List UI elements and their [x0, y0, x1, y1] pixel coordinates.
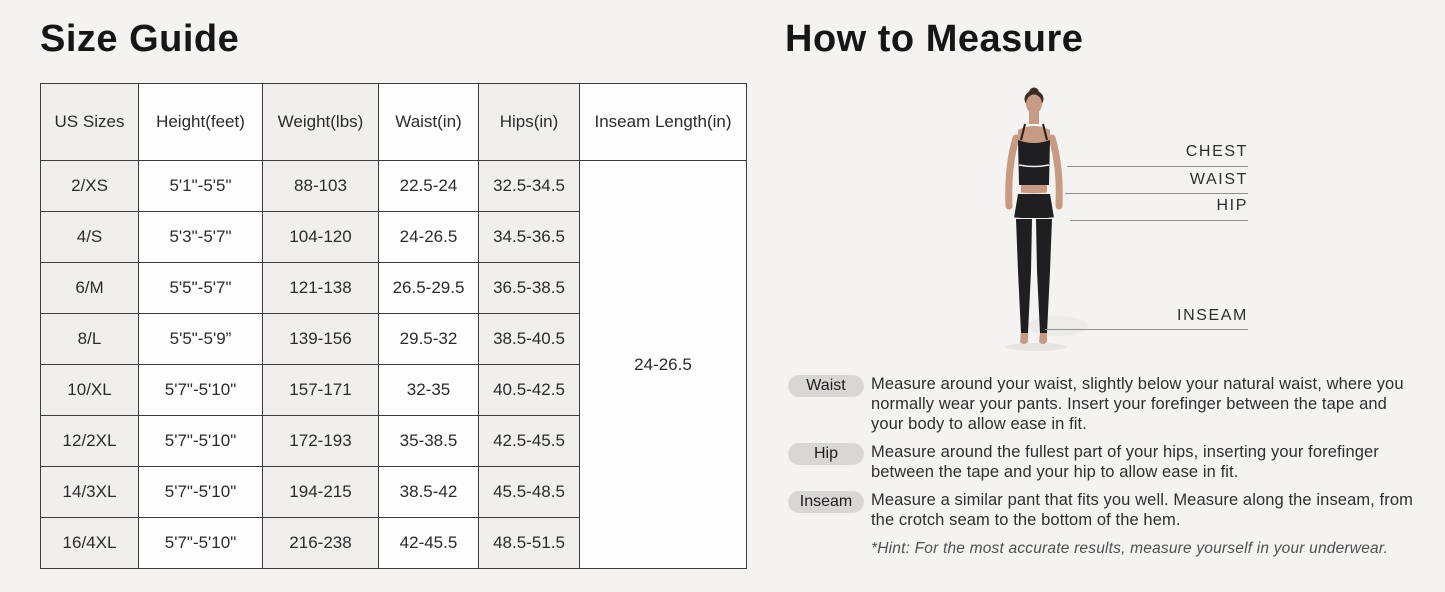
cell-height: 5'1"-5'5": [139, 161, 263, 212]
cell-hips: 42.5-45.5: [479, 416, 580, 467]
cell-weight: 172-193: [263, 416, 379, 467]
cell-height: 5'7"-5'10": [139, 416, 263, 467]
header-weight: Weight(lbs): [263, 84, 379, 161]
cell-size: 10/XL: [41, 365, 139, 416]
inseam-badge: Inseam: [788, 491, 864, 513]
cell-weight: 88-103: [263, 161, 379, 212]
hip-instruction: [788, 442, 1416, 482]
cell-weight: 157-171: [263, 365, 379, 416]
cell-height: 5'5"-5'7": [139, 263, 263, 314]
chest-measure-line: [1067, 166, 1248, 167]
cell-hips: 32.5-34.5: [479, 161, 580, 212]
cell-waist: 29.5-32: [379, 314, 479, 365]
cell-waist: 24-26.5: [379, 212, 479, 263]
cell-size: 2/XS: [41, 161, 139, 212]
inseam-label: INSEAM: [1177, 307, 1248, 324]
cell-waist: 35-38.5: [379, 416, 479, 467]
inseam-instruction-text: Measure a similar pant that fits you well. Measure along the inseam, from the crotch seam to the bottom of the hem.: [871, 491, 1413, 529]
table-row: [41, 161, 747, 212]
header-hips: Hips(in): [479, 84, 580, 161]
measure-instructions: [788, 374, 1416, 558]
hip-measure-line: [1070, 220, 1248, 221]
cell-height: 5'7"-5'10": [139, 518, 263, 569]
cell-size: 14/3XL: [41, 467, 139, 518]
cell-hips: 38.5-40.5: [479, 314, 580, 365]
cell-hips: 45.5-48.5: [479, 467, 580, 518]
inseam-measure-line: [1045, 329, 1248, 330]
waist-measure-line: [1065, 193, 1248, 194]
cell-waist: 22.5-24: [379, 161, 479, 212]
cell-size: 16/4XL: [41, 518, 139, 569]
how-to-measure-title: How to Measure: [785, 18, 1084, 60]
cell-hips: 36.5-38.5: [479, 263, 580, 314]
hip-label: HIP: [1216, 197, 1248, 214]
size-table-body: [41, 161, 747, 569]
chest-label: CHEST: [1185, 143, 1248, 160]
cell-height: 5'5"-5'9”: [139, 314, 263, 365]
cell-weight: 216-238: [263, 518, 379, 569]
cell-waist: 32-35: [379, 365, 479, 416]
cell-size: 4/S: [41, 212, 139, 263]
header-us-sizes: US Sizes: [41, 84, 139, 161]
cell-hips: 34.5-36.5: [479, 212, 580, 263]
cell-height: 5'7"-5'10": [139, 467, 263, 518]
cell-weight: 121-138: [263, 263, 379, 314]
cell-hips: 40.5-42.5: [479, 365, 580, 416]
measure-hint: *Hint: For the most accurate results, measure yourself in your underwear.: [871, 540, 1389, 557]
waist-badge: Waist: [788, 375, 864, 397]
cell-size: 8/L: [41, 314, 139, 365]
cell-size: 12/2XL: [41, 416, 139, 467]
cell-waist: 42-45.5: [379, 518, 479, 569]
cell-size: 6/M: [41, 263, 139, 314]
cell-height: 5'3"-5'7": [139, 212, 263, 263]
header-waist: Waist(in): [379, 84, 479, 161]
waist-label: WAIST: [1189, 171, 1248, 188]
cell-waist: 26.5-29.5: [379, 263, 479, 314]
cell-waist: 38.5-42: [379, 467, 479, 518]
waist-instruction: [788, 374, 1416, 434]
size-guide-table: [40, 83, 747, 569]
cell-weight: 139-156: [263, 314, 379, 365]
waist-instruction-text: Measure around your waist, slightly below your natural waist, where you normally wear your pants. Insert your forefinger between the tape and your body to allow ease in fit.: [871, 375, 1404, 433]
cell-hips: 48.5-51.5: [479, 518, 580, 569]
cell-weight: 194-215: [263, 467, 379, 518]
header-inseam-length: Inseam Length(in): [580, 84, 747, 161]
hip-instruction-text: Measure around the fullest part of your hips, inserting your forefinger between the tape and your hip to allow ease in fit.: [871, 443, 1379, 481]
cell-height: 5'7"-5'10": [139, 365, 263, 416]
cell-inseam-length: 24-26.5: [580, 161, 747, 569]
table-header-row: [41, 84, 747, 161]
size-guide-title: Size Guide: [40, 18, 240, 60]
cell-weight: 104-120: [263, 212, 379, 263]
inseam-instruction: [788, 490, 1416, 530]
header-height: Height(feet): [139, 84, 263, 161]
hip-badge: Hip: [788, 443, 864, 465]
